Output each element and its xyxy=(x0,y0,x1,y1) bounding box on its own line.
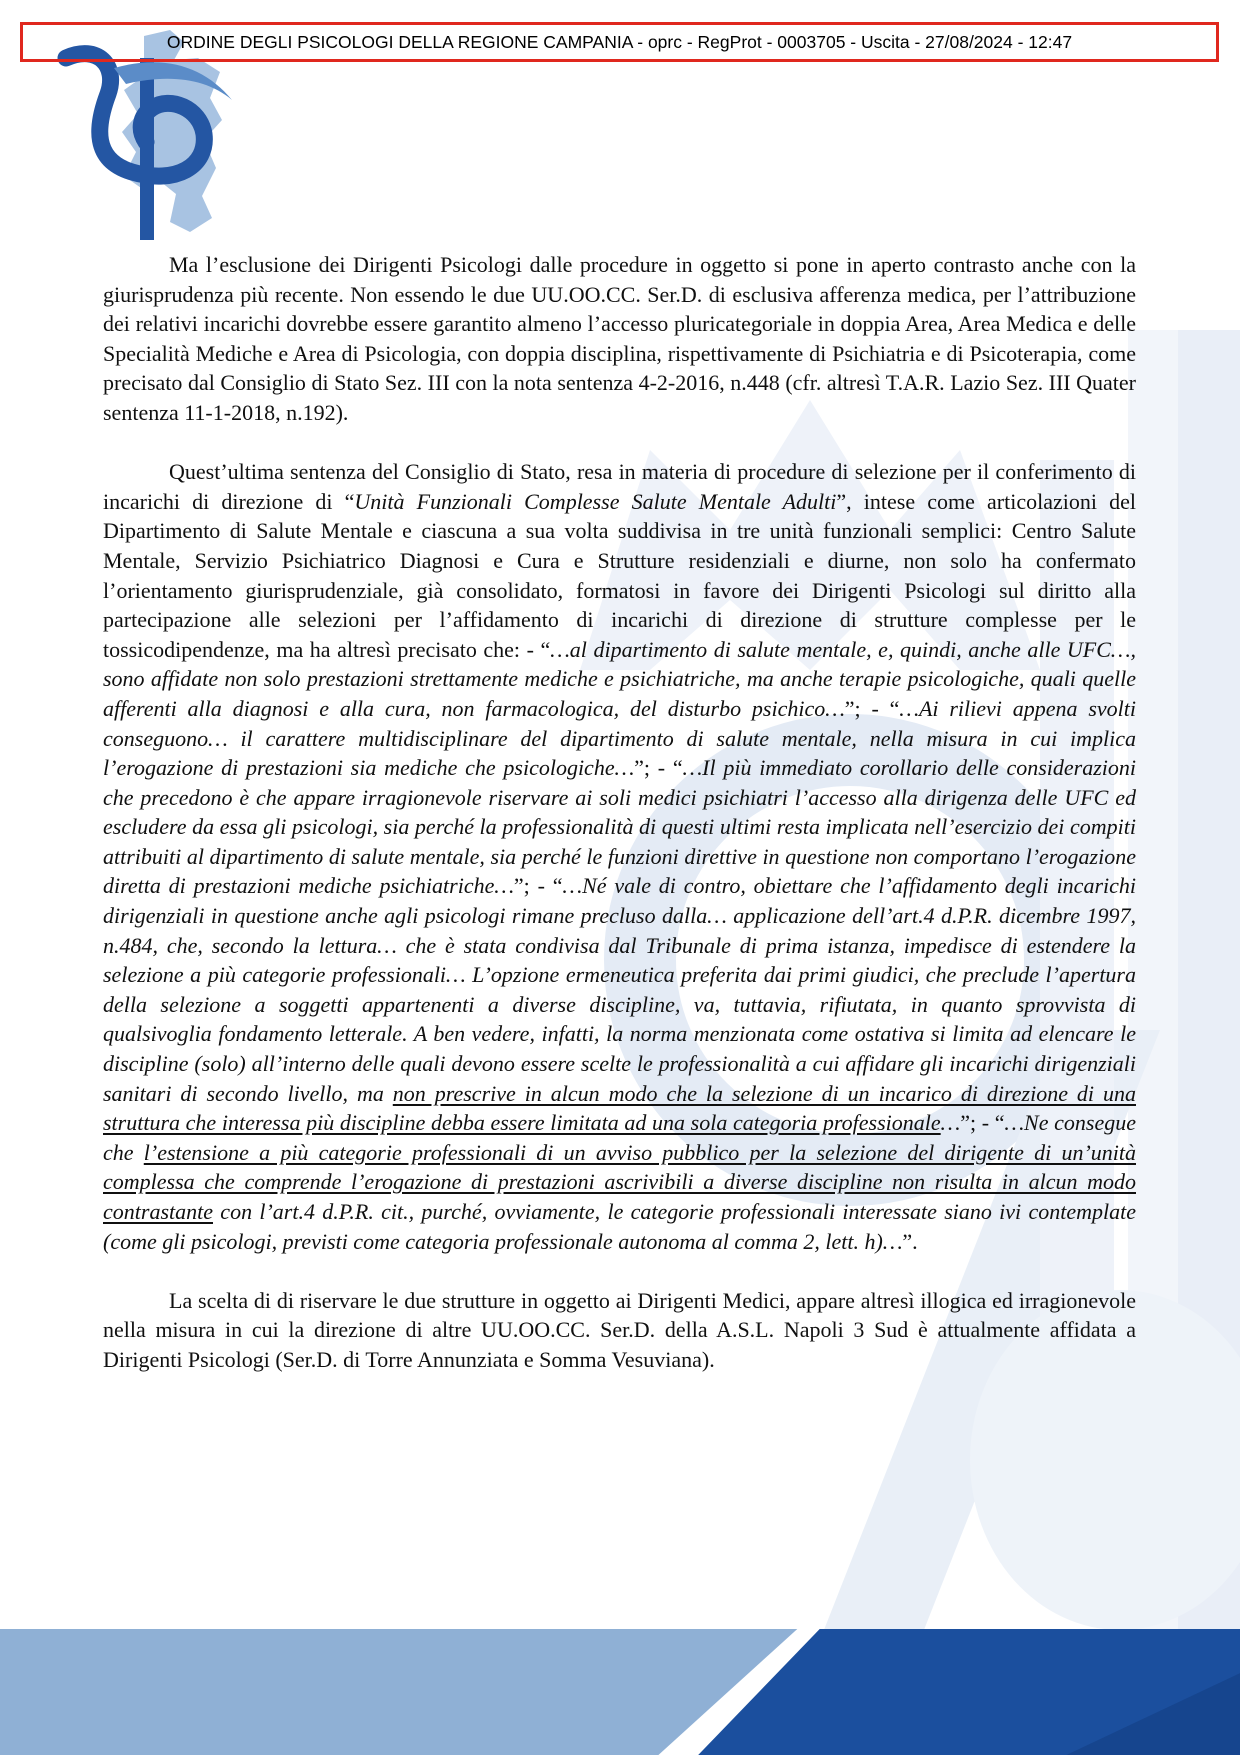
paragraph-2: Quest’ultima sentenza del Consiglio di Stato, resa in materia di procedure di selezione per il conferimento di incarichi di direzione di “Unità Funzionali Complesse Salute Mentale Adulti”, intese come articolazioni del Dipartimento di Salute Mentale e ciascuna a sua volta suddivisa in tre unità funzionali semplici: Centro Salute Mentale, Servizio Psichiatrico Diagnosi e Cura e Strutture residenziali e diurne, non solo ha confermato l’orientamento giurisprudenziale, già consolidato, formatosi in favore dei Dirigenti Psicologi sul diritto alla partecipazione alle selezioni per l’affidamento di incarichi di direzione di strutture complesse per le tossicodipendenze, ma ha altresì precisato che: - “…al dipartimento di salute mentale, e, quindi, anche alle UFC…, sono affidate non solo prestazioni strettamente mediche e psichiatriche, ma anche terapie psicologiche, quali quelle afferenti alla diagnosi e alla cura, non farmacologica, del disturbo psichico…”; - “…Ai rilievi appena svolti conseguono… il carattere multidisciplinare del dipartimento di salute mentale, nella misura in cui implica l’erogazione di prestazioni sia mediche che psicologiche…”; - “…Il più immediato corollario delle considerazioni che precedono è che appare irragionevole riservare ai soli medici psichiatri l’accesso alla dirigenza delle UFC ed escludere da essa gli psicologi, sia perché la professionalità di questi ultimi resta implicata nell’esercizio dei compiti attribuiti al dipartimento di salute mentale, sia perché le funzioni direttive in questione non comportano l’erogazione diretta di prestazioni mediche psichiatriche…”; - “…Né vale di contro, obiettare che l’affidamento degli incarichi dirigenziali in questione anche agli psicologi rimane precluso dalla… applicazione dell’art.4 d.P.R. dicembre 1997, n.484, che, secondo la lettura… che è stata condivisa dal Tribunale di prima istanza, impedisce di estendere la selezione a più categorie professionali… L’opzione ermeneutica preferita dai primi giudici, che preclude l’apertura della selezione a soggetti appartenenti a diverse discipline, va, tuttavia, rifiutata, in quanto sprovvista di qualsivoglia fondamento letterale. A ben vedere, infatti, la norma menzionata come ostativa si limita ad elencare le discipline (solo) all’interno delle quali devono essere scelte le professionalità a cui affidare gli incarichi dirigenziali sanitari di secondo livello, ma non prescrive in alcun modo che la selezione di un incarico di direzione di una struttura che interessa più discipline debba essere limitata ad una sola categoria professionale…”; - “…Ne consegue che l’estensione a più categorie professionali di un avviso pubblico per la selezione del dirigente di un’unità complessa che comprende l’erogazione di prestazioni ascrivibili a diverse discipline non risulta in alcun modo contrastante con l’art.4 d.P.R. cit., purché, ovviamente, le categorie professionali interessate siano ivi contemplate (come gli psicologi, previsti come categoria professionale autonoma al comma 2, lett. h)…”. xyxy=(103,459,1137,1254)
psi-staff xyxy=(140,58,154,240)
paragraph-3: La scelta di di riservare le due strutture in oggetto ai Dirigenti Medici, appare altresì illogica ed irragionevole nella misura in cui la direzione di altre UU.OO.CC. Ser.D. della A.S.L. Napoli 3 Sud è attualmente affidata a Dirigenti Psicologi (Ser.D. di Torre Annunziata e Somma Vesuviana). xyxy=(103,1287,1136,1372)
paragraph-1: Ma l’esclusione dei Dirigenti Psicologi dalle procedure in oggetto si pone in aperto contrasto anche con la giurisprudenza più recente. Non essendo le due UU.OO.CC. Ser.D. di esclusiva afferenza medica, per l’attribuzione dei relativi incarichi dovrebbe essere garantito almeno l’accesso pluricategoriale in doppia Area, Area Medica e delle Specialità Mediche e Area di Psicologia, con doppia disciplina, rispettivamente di Psichiatria e di Psicoterapia, come precisato dal Consiglio di Stato Sez. III con la nota sentenza 4-2-2016, n.448 (cfr. altresì T.A.R. Lazio Sez. III Quater sentenza 11-1-2018, n.192). xyxy=(103,252,1136,425)
footer-graphic xyxy=(0,1629,1240,1755)
document-body xyxy=(103,250,1136,1404)
protocol-banner xyxy=(20,22,1219,62)
protocol-text: ORDINE DEGLI PSICOLOGI DELLA REGIONE CAMPANIA - oprc - RegProt - 0003705 - Uscita - 27/08/2024 - 12:47 xyxy=(166,31,1073,52)
